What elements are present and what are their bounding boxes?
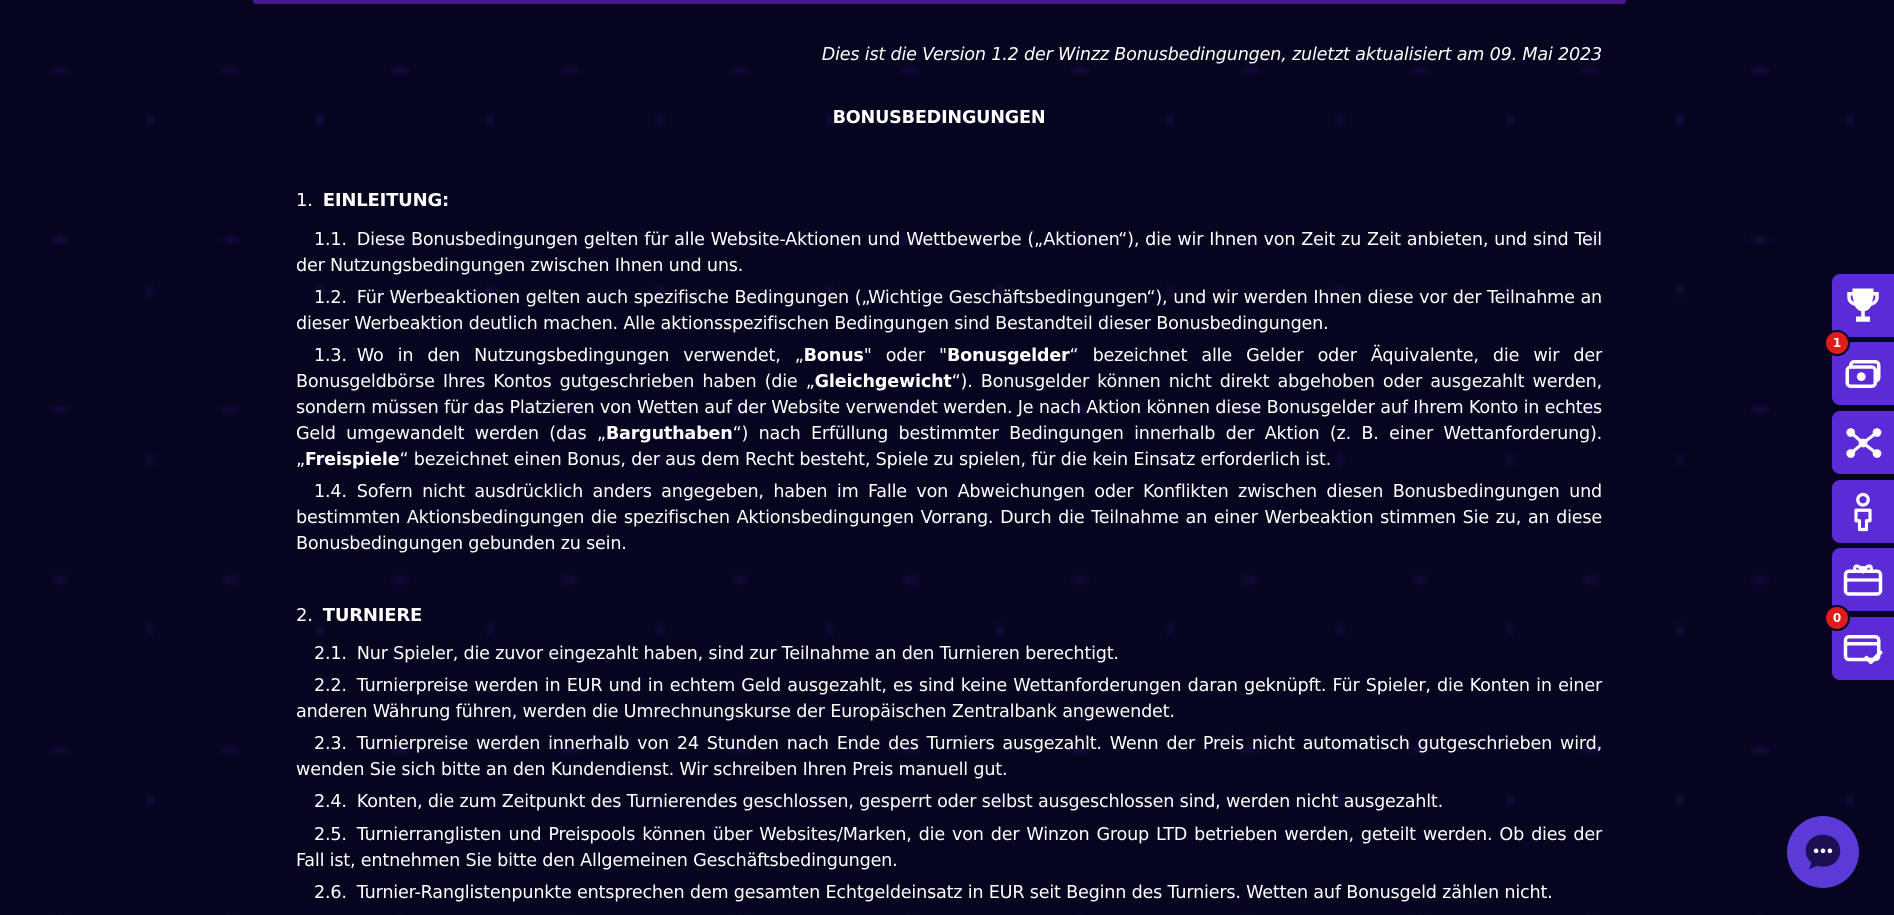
- gift-card-icon: [1842, 559, 1884, 601]
- paragraph-text: “). Bonusgelder können nicht direkt abgehoben oder ausgezahlt werden, sondern müssen für das Platzieren von Wetten auf der Website verwendet werden. Je nach Aktion können diese Bonusgelder auf Ihrem Konto in echtes Geld umgewandelt werden (das „: [296, 372, 1602, 444]
- version-note: Dies ist die Version 1.2 der Winzz Bonusbedingungen, zuletzt aktualisiert am 09. Mai 2023: [821, 45, 1602, 65]
- cash-icon: [1842, 353, 1884, 395]
- card-check-icon: [1842, 628, 1884, 670]
- term-freispiele: Freispiele: [304, 450, 400, 470]
- section-title: TURNIERE: [322, 605, 423, 626]
- notification-badge: 0: [1824, 605, 1850, 631]
- paragraph-text: Konten, die zum Zeitpunkt des Turnierendes geschlossen, gesperrt oder selbst ausgeschlossen sind, werden nicht ausgezahlt.: [356, 792, 1444, 812]
- paragraph-text: Nur Spieler, die zuvor eingezahlt haben, sind zur Teilnahme an den Turnieren berechtigt.: [356, 644, 1119, 664]
- sidebar-affiliate-button[interactable]: [1832, 411, 1894, 474]
- sidebar-tournaments-button[interactable]: [1832, 274, 1894, 337]
- paragraph-number: 2.3.: [314, 734, 347, 754]
- paragraph-text: Sofern nicht ausdrücklich anders angegeben, haben im Falle von Abweichungen oder Konflikten zwischen diesen Bonusbedingungen und bestimmten Aktionsbedingungen die spezifischen Aktionsbedingungen Vorrang. Durch die Teilnahme an einer Werbeaktion stimmen Sie zu, an diese Bonusbedingungen gebunden zu sein.: [296, 482, 1602, 554]
- paragraph-number: 2.6.: [314, 883, 347, 903]
- paragraph-text: Für Werbeaktionen gelten auch spezifische Bedingungen („Wichtige Geschäftsbedingungen“), und wir werden Ihnen diese vor der Teilnahme an dieser Werbeaktion deutlich machen. Alle aktionsspezifischen Bedingungen sind Bestandteil dieser Bonusbedingungen.: [296, 288, 1602, 334]
- sidebar-account-button[interactable]: [1832, 480, 1894, 543]
- paragraph-2-3: [296, 731, 1602, 783]
- term-bonus: Bonus: [803, 346, 864, 366]
- term-gleichgewicht: Gleichgewicht: [814, 372, 952, 392]
- section-title: EINLEITUNG:: [322, 190, 450, 211]
- network-icon: [1842, 422, 1884, 464]
- sidebar-payments-button[interactable]: [1832, 611, 1894, 680]
- term-barguthaben: Barguthaben: [605, 424, 733, 444]
- paragraph-1-4: [296, 479, 1602, 557]
- paragraph-number: 1.3.: [314, 346, 347, 366]
- notification-badge: 1: [1824, 330, 1850, 356]
- paragraph-text: Turnierranglisten und Preispools können über Websites/Marken, die von der Winzon Group LTD betrieben werden, geteilt werden. Ob dies der Fall ist, entnehmen Sie bitte den Allgemeinen Geschäftsbedingungen.: [296, 825, 1602, 871]
- paragraph-2-2: [296, 673, 1602, 725]
- paragraph-number: 1.4.: [314, 482, 347, 502]
- paragraph-2-1: [296, 641, 1602, 667]
- paragraph-1-2: [296, 285, 1602, 337]
- paragraph-text: “ bezeichnet einen Bonus, der aus dem Recht besteht, Spiele zu spielen, für die kein Einsatz erforderlich ist.: [399, 450, 1332, 470]
- paragraph-number: 2.4.: [314, 792, 347, 812]
- term-bonusgelder: Bonusgelder: [946, 346, 1070, 366]
- paragraph-2-4: [296, 789, 1602, 815]
- sidebar-bonus-button[interactable]: [1832, 336, 1894, 405]
- paragraph-1-3: [296, 343, 1602, 473]
- page-title: BONUSBEDINGUNGEN: [832, 108, 1046, 128]
- paragraph-number: 1.2.: [314, 288, 347, 308]
- paragraph-text: Turnierpreise werden in EUR und in echtem Geld ausgezahlt, es sind keine Wettanforderungen daran geknüpft. Für Spieler, die Konten in einer anderen Währung führen, werden die Umrechnungskurse der Europäischen Zentralbank angewendet.: [296, 676, 1602, 722]
- user-icon: [1842, 491, 1884, 533]
- paragraph-1-1: [296, 227, 1602, 279]
- paragraph-2-5: [296, 822, 1602, 874]
- section-heading-einleitung: [296, 188, 449, 214]
- sidebar-gift-button[interactable]: [1832, 548, 1894, 611]
- paragraph-text: Diese Bonusbedingungen gelten für alle Website-Aktionen und Wettbewerbe („Aktionen“), die wir Ihnen von Zeit zu Zeit anbieten, und sind Teil der Nutzungsbedingungen zwischen Ihnen und uns.: [296, 230, 1602, 276]
- paragraph-text: " oder ": [863, 346, 947, 366]
- chat-button[interactable]: [1787, 816, 1859, 888]
- section-heading-turniere: [296, 603, 422, 629]
- paragraph-text: Turnier-Ranglistenpunkte entsprechen dem gesamten Echtgeldeinsatz in EUR seit Beginn des Turniers. Wetten auf Bonusgeld zählen nicht.: [356, 883, 1553, 903]
- paragraph-number: 2.5.: [314, 825, 347, 845]
- paragraph-2-6: [296, 880, 1602, 906]
- paragraph-number: 2.2.: [314, 676, 347, 696]
- top-bar: [253, 0, 1626, 4]
- paragraph-text: Turnierpreise werden innerhalb von 24 Stunden nach Ende des Turniers ausgezahlt. Wenn der Preis nicht automatisch gutgeschrieben wird, wenden Sie sich bitte an den Kundendienst. Wir schreiben Ihren Preis manuell gut.: [296, 734, 1602, 780]
- paragraph-number: 2.1.: [314, 644, 347, 664]
- paragraph-text: “ bezeichnet alle Gelder oder Äquivalente, die wir der Bonusgeldbörse Ihres Kontos gutgeschrieben haben (die „: [296, 346, 1603, 392]
- trophy-icon: [1842, 285, 1884, 327]
- chat-icon: [1800, 829, 1846, 875]
- section-number: 2.: [296, 605, 313, 626]
- paragraph-text: “) nach Erfüllung bestimmter Bedingungen innerhalb der Aktion (z. B. einer Wettanforderung). „: [296, 424, 1602, 470]
- section-number: 1.: [296, 190, 313, 211]
- paragraph-number: 1.1.: [314, 230, 347, 250]
- paragraph-text: Wo in den Nutzungsbedingungen verwendet, „: [356, 346, 804, 366]
